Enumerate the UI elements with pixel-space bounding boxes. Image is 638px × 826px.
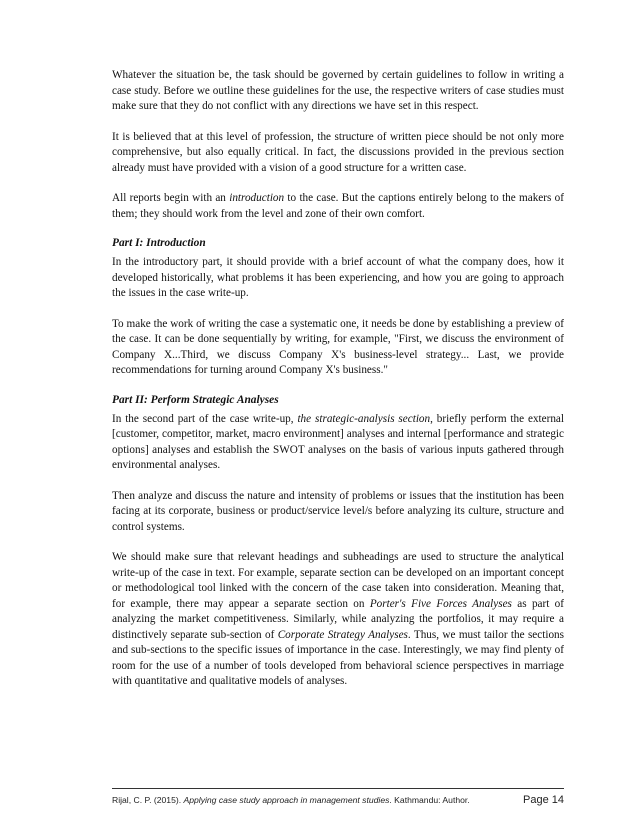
paragraph-problems: Then analyze and discuss the nature and intensity of problems or issues that the institution has been facing at its corporate, business or product/service level/s before analyzing its culture, structure and control systems. <box>112 489 564 533</box>
heading-part-1: Part I: Introduction <box>112 237 206 249</box>
paragraph-headings-text-3: . Thus, we must tailor the sections and sub-sections to the specific issues of importance in the case. Interestingly, we may find plenty of room for the use of a number of tools developed from behavioral science perspectives in marriage with quantitative and qualitative models of analyses. <box>112 628 564 687</box>
heading-part-2: Part II: Perform Strategic Analyses <box>112 393 279 406</box>
paragraph-headings <box>112 550 564 690</box>
paragraph-guidelines: Whatever the situation be, the task should be governed by certain guidelines to follow in writing a case study. Before we outline these guidelines for the use, the respective writers of case studies must make sure that they do not conflict with any directions we have set in this respect. <box>112 69 564 112</box>
page-number: Page 14 <box>523 794 564 806</box>
paragraph-introduction <box>112 191 564 222</box>
paragraph-structure: It is believed that at this level of profession, the structure of written piece should be not only more comprehensive, but also equally critical. In fact, the discussions provided in the previous section already must have provided with a vision of a good structure for a written case. <box>112 130 564 174</box>
paragraph-strategic-analysis <box>112 412 564 474</box>
paragraph-intro-part: In the introductory part, it should provide with a brief account of what the company does, how it developed historically, what problems it has been experiencing, and how you are going to approach the issues in the case write-up. <box>112 256 564 299</box>
citation-publisher: . Kathmandu: Author. <box>389 795 470 805</box>
paragraph-headings-text-1: We should make sure that relevant headings and subheadings are used to structure the analytical write-up of the case in text. For example, separate section can be developed on an important concept or methodological tool linked with the concern of the case taken into consideration. Meaning that, for example, there may appear a separate section on <box>112 551 564 610</box>
citation-author: Rijal, C. P. (2015). <box>112 795 184 805</box>
paragraph-strategic-emphasis: the strategic-analysis section <box>297 412 431 425</box>
citation-title: Applying case study approach in management studies <box>183 795 390 805</box>
footer-citation <box>112 795 470 805</box>
paragraph-headings-emphasis-2: Corporate Strategy Analyses <box>277 628 408 641</box>
page-footer <box>112 788 564 806</box>
paragraph-introduction-emphasis: introduction <box>229 192 285 204</box>
paragraph-headings-emphasis-1: Porter's Five Forces Analyses <box>369 597 512 610</box>
paragraph-introduction-text-1: All reports begin with an <box>112 192 230 204</box>
paragraph-strategic-text-2: , briefly perform the external [customer, competitor, market, macro environment] analyses and internal [performance and strategic options] analyses and establish the SWOT analyses on the basis of various inputs gathered through environmental analyses. <box>112 412 564 471</box>
paragraph-headings-text-2: as part of analyzing the market competitiveness. Similarly, while analyzing the portfolios, it may require a distinctively separate sub-section of <box>112 597 565 641</box>
paragraph-preview: To make the work of writing the case a systematic one, it needs be done by establishing a preview of the case. It can be done sequentially by writing, for example, "First, we discuss the environment of Company X...Third, we discuss Company X's business-level strategy... Last, we provide recommendations for turning around Company X's business." <box>112 317 564 376</box>
paragraph-introduction-text-2: to the case. But the captions entirely belong to the makers of them; they should work from the level and zone of their own comfort. <box>112 192 564 220</box>
paragraph-strategic-text-1: In the second part of the case write-up, <box>112 412 298 425</box>
document-page <box>112 68 564 690</box>
